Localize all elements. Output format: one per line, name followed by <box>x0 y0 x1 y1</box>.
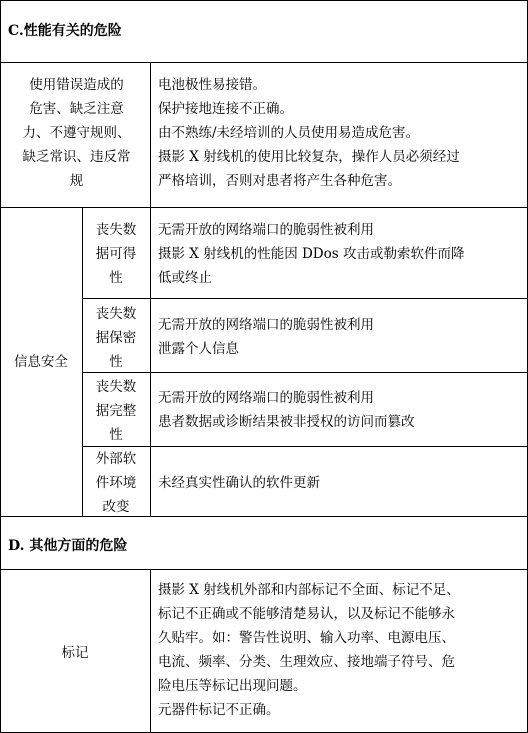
content-line: 标记不正确或不能够清楚易认，以及标记不能够永 <box>158 606 455 622</box>
content-line: 保护接地连接不正确。 <box>158 101 293 117</box>
content-line: 低或终止 <box>158 270 212 286</box>
content-line: 无需开放的网络端口的脆弱性被利用 <box>158 317 374 333</box>
label-line: 力、不遵守规则、 <box>22 125 131 141</box>
info-content <box>158 471 320 495</box>
sub-line: 据可得 <box>95 246 137 262</box>
row-divider <box>0 62 528 63</box>
sub-line: 性 <box>109 354 123 370</box>
info-sub-label <box>85 375 147 447</box>
use-error-label <box>6 73 147 193</box>
row-divider <box>82 298 528 299</box>
content-line: 患者数据或诊断结果被非授权的访问而篡改 <box>158 414 415 430</box>
row-divider <box>82 372 528 373</box>
sub-line: 件环境 <box>95 475 137 491</box>
row-divider <box>0 569 528 570</box>
info-content <box>158 386 415 434</box>
content-line: 泄露个人信息 <box>158 341 239 357</box>
sub-line: 丧失数 <box>95 222 137 238</box>
content-line: 摄影 X 射线机的性能因 DDos 攻击或勒索软件而降 <box>158 246 465 262</box>
marking-label: 标记 <box>61 645 89 661</box>
sub-line: 改变 <box>102 499 130 515</box>
row-divider <box>0 516 528 517</box>
sub-line: 据保密 <box>95 330 137 346</box>
section-d-title: D. 其他方面的危险 <box>8 538 128 554</box>
column-divider <box>150 207 151 516</box>
table-border-top <box>0 0 528 1</box>
label-line: 使用错误造成的 <box>29 77 124 93</box>
row-divider <box>0 207 528 208</box>
content-line: 元器件标记不正确。 <box>158 702 280 718</box>
sub-line: 性 <box>109 427 123 443</box>
row-divider <box>82 446 528 447</box>
content-line: 摄影 X 射线机的使用比较复杂，操作人员必须经过 <box>158 149 460 165</box>
info-sub-label <box>85 302 147 374</box>
info-sub-label <box>85 447 147 519</box>
column-divider <box>82 207 83 516</box>
column-divider <box>150 569 151 733</box>
content-line: 久贴牢。如：警告性说明、输入功率、电源电压、 <box>158 630 455 646</box>
sub-line: 丧失数 <box>95 379 137 395</box>
content-line: 险电压等标记出现问题。 <box>158 678 307 694</box>
sub-line: 外部软 <box>95 451 137 467</box>
label-line: 缺乏常识、违反常 <box>22 149 131 165</box>
content-line: 未经真实性确认的软件更新 <box>158 475 320 491</box>
info-content <box>158 313 374 361</box>
marking-content <box>158 578 460 722</box>
content-line: 无需开放的网络端口的脆弱性被利用 <box>158 390 374 406</box>
sub-line: 丧失数 <box>95 306 137 322</box>
sub-line: 性 <box>109 270 123 286</box>
content-line: 严格培训，否则对患者将产生各种危害。 <box>158 173 401 189</box>
section-c-title: C.性能有关的危险 <box>8 23 122 39</box>
info-content <box>158 218 464 290</box>
content-line: 由不熟练/未经培训的人员使用易造成危害。 <box>158 125 420 141</box>
content-line: 电流、频率、分类、生理效应、接地端子符号、危 <box>158 654 455 670</box>
use-error-content <box>158 73 460 193</box>
content-line: 电池极性易接错。 <box>158 77 266 93</box>
info-sub-label <box>85 218 147 290</box>
content-line: 摄影 X 射线机外部和内部标记不全面、标记不足、 <box>158 582 460 598</box>
content-line: 无需开放的网络端口的脆弱性被利用 <box>158 222 374 238</box>
label-line: 危害、缺乏注意 <box>29 101 124 117</box>
label-line: 规 <box>69 173 84 189</box>
sub-line: 据完整 <box>95 403 137 419</box>
column-divider <box>150 62 151 207</box>
info-security-label: 信息安全 <box>14 354 68 370</box>
